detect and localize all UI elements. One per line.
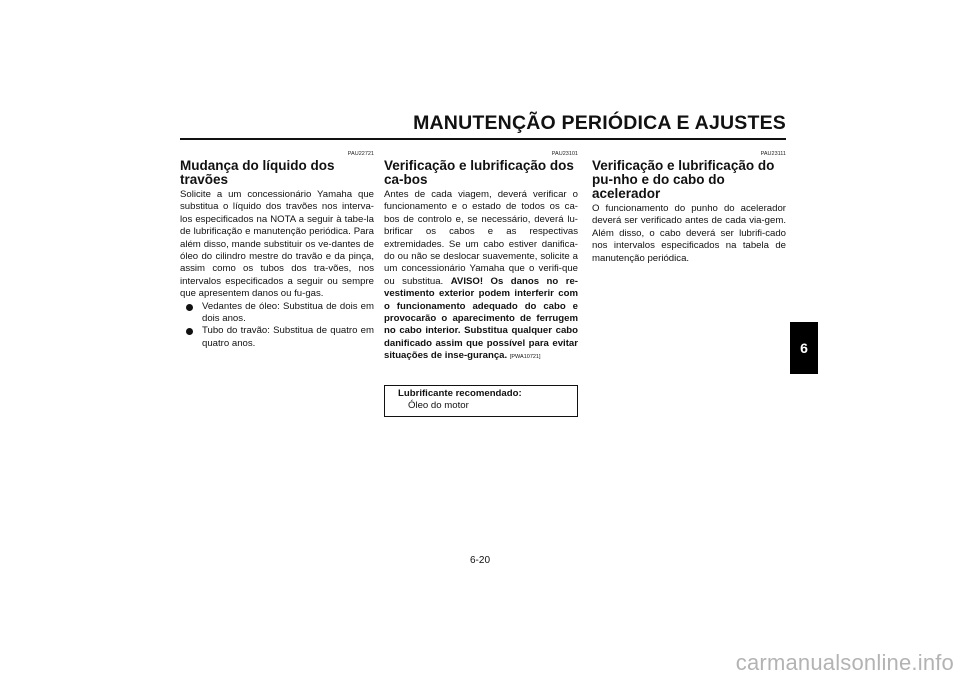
warning-code: [PWA10721] — [509, 354, 541, 361]
list-item-text: Tubo do travão: Substitua de quatro em quatro anos. — [202, 325, 374, 349]
section-body — [592, 203, 786, 265]
page-title: MANUTENÇÃO PERIÓDICA E AJUSTES — [413, 112, 786, 134]
section-heading: Verificação e lubrificação do pu-nho e do cabo do acelerador — [592, 158, 775, 201]
section-code: PAU22721 — [347, 151, 374, 157]
section-code: PAU23101 — [551, 151, 578, 157]
header-rule — [180, 138, 786, 140]
section-paragraph: O funcionamento do punho do acelerador deverá ser verificado antes de cada via-gem. Além disso, o cabo deverá ser lubrifi-cado nos intervalos especificados na tabela de manutenção periódica. — [592, 203, 786, 264]
watermark: carmanualsonline.info — [735, 650, 954, 675]
section-body — [180, 189, 374, 301]
section-paragraph — [384, 189, 578, 364]
section-heading: Mudança do líquido dos travões — [180, 158, 335, 187]
section-paragraph-text: Antes de cada viagem, deverá verificar o funcionamento e o estado de todos os ca-bos de controlo e, se necessário, deverá lu-brificar os cabos e as respectivas extremidades. Se um cabo estiver danifica-do ou não se deslocar suavemente, solicite a um concessionário Yamaha que o verifi-que ou substitua. — [384, 189, 578, 287]
list-item — [180, 301, 374, 326]
lubricant-title: Lubrificante recomendado: — [398, 388, 522, 399]
section-brake-fluid — [180, 151, 374, 350]
section-paragraph: Solicite a um concessionário Yamaha que substitua o líquido dos travões nos interva-los especificados na NOTA a seguir à tabe-la de lubrificação e manutenção periódica. Para além disso, mande substituir os ve-dantes de óleo do cilindro mestre do travão e da pinça, assim como os tubos dos tra-vões, nos intervalos especificados a seguir ou sempre que apresentem danos ou fu-gas. — [180, 189, 374, 300]
section-body — [384, 189, 578, 364]
warning-text: AVISO! Os danos no re-vestimento exterior podem interferir com o funcionamento adequado do cabo e provocarão o aparecimento de ferrugem no cabo interior. Substitua qualquer cabo danificado assim que possível para evitar situações de inse-gurança. — [384, 275, 578, 362]
section-cables — [384, 151, 578, 364]
lubricant-value: Óleo do motor — [408, 400, 469, 411]
bullet-icon — [186, 304, 193, 311]
lubricant-box — [384, 385, 578, 417]
bullet-icon — [186, 328, 193, 335]
list-item-text: Vedantes de óleo: Substitua de dois em dois anos. — [202, 300, 374, 325]
page-number: 6-20 — [469, 555, 490, 566]
section-code: PAU23111 — [760, 151, 786, 157]
bullet-list — [180, 301, 374, 351]
chapter-tab: 6 — [790, 322, 818, 374]
section-throttle — [592, 151, 786, 265]
section-heading: Verificação e lubrificação dos ca-bos — [384, 158, 574, 187]
list-item — [180, 325, 374, 350]
